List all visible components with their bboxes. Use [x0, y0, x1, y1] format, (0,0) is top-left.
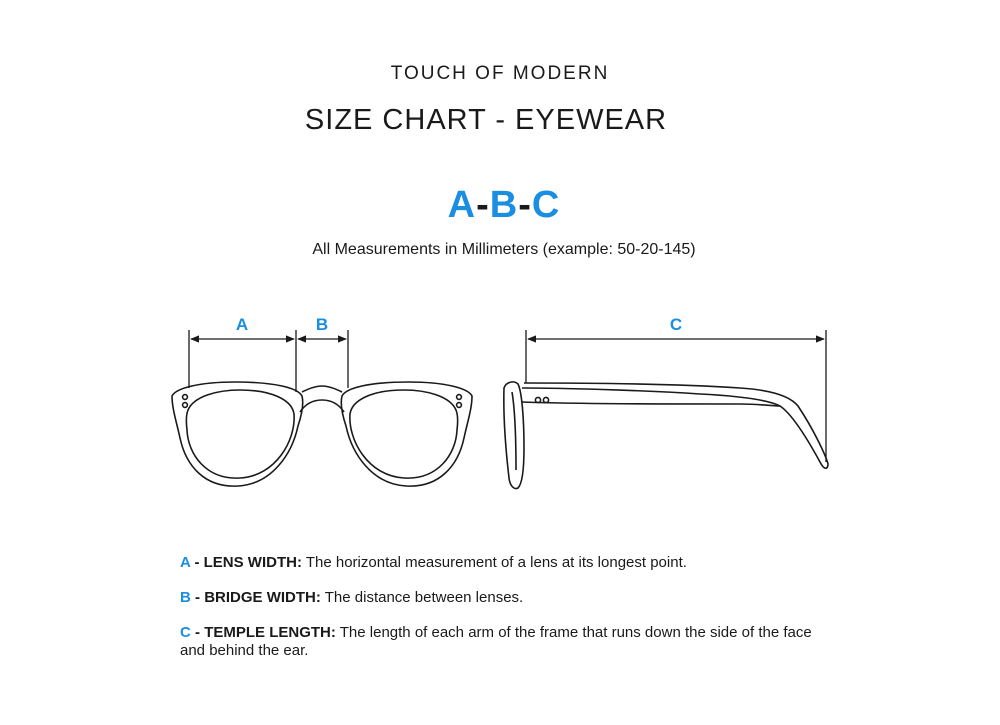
definition-bridge-width	[180, 589, 840, 607]
definition-letter: C	[180, 624, 191, 641]
definition-term: BRIDGE WIDTH:	[204, 589, 321, 606]
abc-letter-c: C	[531, 184, 561, 226]
definition-text: The horizontal measurement of a lens at its longest point.	[305, 554, 687, 571]
definition-text: The length of each arm of the frame that runs down the side of the face and behind the ear.	[180, 624, 812, 659]
brand-name: TOUCH OF MODERN	[390, 63, 610, 84]
abc-dash-1: -	[476, 184, 490, 226]
definition-separator: -	[190, 554, 204, 571]
abc-dash-2: -	[518, 184, 532, 226]
definition-text: The distance between lenses.	[324, 589, 524, 606]
label-c: C	[669, 315, 683, 334]
glasses-side-view	[504, 382, 828, 489]
dimension-a	[189, 315, 296, 392]
definitions-list	[180, 554, 840, 677]
definition-separator: -	[190, 589, 205, 606]
definition-term: LENS WIDTH:	[203, 554, 302, 571]
definition-term: TEMPLE LENGTH:	[204, 624, 336, 641]
definition-lens-width	[180, 554, 840, 572]
definition-letter: B	[180, 589, 191, 606]
dimension-b	[298, 315, 348, 388]
page-title: SIZE CHART - EYEWEAR	[304, 104, 668, 136]
definition-letter: A	[180, 554, 191, 571]
measurement-note: All Measurements in Millimeters (example: 50-20-145)	[312, 241, 696, 258]
label-a: A	[235, 315, 249, 334]
definition-temple-length	[180, 624, 840, 660]
definition-separator: -	[190, 624, 205, 641]
label-b: B	[315, 315, 329, 334]
glasses-front-view	[172, 382, 472, 486]
abc-letter-b: B	[489, 184, 519, 226]
abc-letter-a: A	[447, 184, 477, 226]
